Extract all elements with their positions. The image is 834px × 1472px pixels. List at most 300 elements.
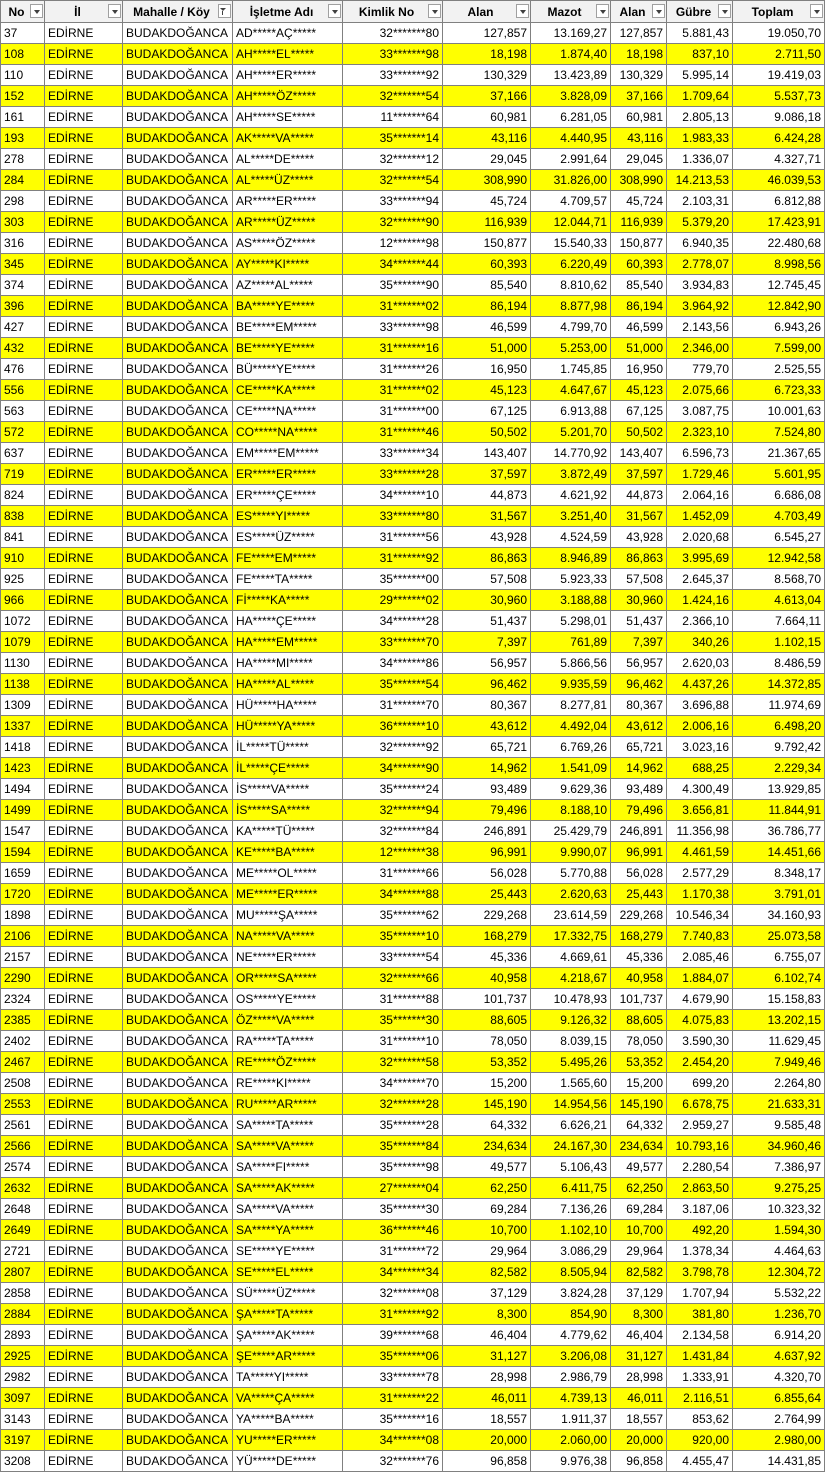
table-cell[interactable]: 5.201,70 — [531, 422, 611, 443]
table-cell[interactable]: OS*****YE***** — [233, 989, 343, 1010]
table-cell[interactable]: BUDAKDOĞANCA — [123, 842, 233, 863]
table-cell[interactable]: 65,721 — [611, 737, 667, 758]
table-cell[interactable]: 168,279 — [611, 926, 667, 947]
table-cell[interactable]: 35*******84 — [343, 1136, 443, 1157]
table-cell[interactable]: 35*******90 — [343, 275, 443, 296]
table-cell[interactable]: 432 — [1, 338, 45, 359]
filter-active-icon[interactable] — [218, 4, 231, 18]
table-cell[interactable]: 5.298,01 — [531, 611, 611, 632]
table-cell[interactable]: 2402 — [1, 1031, 45, 1052]
table-cell[interactable]: 5.601,95 — [733, 464, 825, 485]
table-cell[interactable]: EDİRNE — [45, 380, 123, 401]
table-cell[interactable]: 854,90 — [531, 1304, 611, 1325]
table-cell[interactable]: BUDAKDOĞANCA — [123, 464, 233, 485]
table-cell[interactable]: 31,127 — [611, 1346, 667, 1367]
table-cell[interactable]: EDİRNE — [45, 1052, 123, 1073]
table-cell[interactable]: 32*******84 — [343, 821, 443, 842]
table-cell[interactable]: EDİRNE — [45, 674, 123, 695]
table-cell[interactable]: BUDAKDOĞANCA — [123, 632, 233, 653]
table-cell[interactable]: 96,991 — [443, 842, 531, 863]
table-cell[interactable]: 4.799,70 — [531, 317, 611, 338]
table-cell[interactable]: 14.451,66 — [733, 842, 825, 863]
table-cell[interactable]: 699,20 — [667, 1073, 733, 1094]
table-cell[interactable]: 3.798,78 — [667, 1262, 733, 1283]
table-cell[interactable]: EDİRNE — [45, 758, 123, 779]
table-cell[interactable]: AR*****ER***** — [233, 191, 343, 212]
table-cell[interactable]: EDİRNE — [45, 1178, 123, 1199]
table-cell[interactable]: 17.332,75 — [531, 926, 611, 947]
table-cell[interactable]: 130,329 — [443, 65, 531, 86]
table-cell[interactable]: 1.884,07 — [667, 968, 733, 989]
table-cell[interactable]: 51,437 — [611, 611, 667, 632]
table-cell[interactable]: 46,599 — [443, 317, 531, 338]
table-cell[interactable]: 116,939 — [611, 212, 667, 233]
table-cell[interactable]: 79,496 — [443, 800, 531, 821]
table-cell[interactable]: 15,200 — [611, 1073, 667, 1094]
table-cell[interactable]: 1309 — [1, 695, 45, 716]
table-cell[interactable]: BUDAKDOĞANCA — [123, 548, 233, 569]
table-cell[interactable]: 32*******94 — [343, 800, 443, 821]
table-cell[interactable]: 1.378,34 — [667, 1241, 733, 1262]
table-cell[interactable]: 2.991,64 — [531, 149, 611, 170]
table-cell[interactable]: EDİRNE — [45, 653, 123, 674]
table-cell[interactable]: 25,443 — [611, 884, 667, 905]
table-cell[interactable]: 31,567 — [611, 506, 667, 527]
table-cell[interactable]: 2574 — [1, 1157, 45, 1178]
table-cell[interactable]: 2649 — [1, 1220, 45, 1241]
table-cell[interactable]: 45,336 — [443, 947, 531, 968]
table-cell[interactable]: 2467 — [1, 1052, 45, 1073]
table-cell[interactable]: BUDAKDOĞANCA — [123, 275, 233, 296]
table-cell[interactable]: 96,858 — [611, 1451, 667, 1472]
table-cell[interactable]: 4.703,49 — [733, 506, 825, 527]
table-cell[interactable]: EDİRNE — [45, 1073, 123, 1094]
dropdown-arrow-icon[interactable] — [328, 4, 341, 18]
table-cell[interactable]: 1423 — [1, 758, 45, 779]
table-cell[interactable]: 4.075,83 — [667, 1010, 733, 1031]
table-cell[interactable]: 101,737 — [443, 989, 531, 1010]
table-cell[interactable]: 3.206,08 — [531, 1346, 611, 1367]
table-cell[interactable]: 3.828,09 — [531, 86, 611, 107]
table-cell[interactable]: 96,462 — [611, 674, 667, 695]
table-cell[interactable]: 60,981 — [611, 107, 667, 128]
table-cell[interactable]: EDİRNE — [45, 191, 123, 212]
table-cell[interactable]: BUDAKDOĞANCA — [123, 296, 233, 317]
table-cell[interactable]: EDİRNE — [45, 1325, 123, 1346]
table-cell[interactable]: 50,502 — [611, 422, 667, 443]
table-cell[interactable]: 31*******16 — [343, 338, 443, 359]
table-cell[interactable]: 345 — [1, 254, 45, 275]
table-cell[interactable]: 5.866,56 — [531, 653, 611, 674]
table-cell[interactable]: 46,599 — [611, 317, 667, 338]
table-cell[interactable]: EDİRNE — [45, 569, 123, 590]
table-cell[interactable]: 31*******10 — [343, 1031, 443, 1052]
table-cell[interactable]: 1.707,94 — [667, 1283, 733, 1304]
table-cell[interactable]: EDİRNE — [45, 128, 123, 149]
table-cell[interactable]: BUDAKDOĞANCA — [123, 758, 233, 779]
table-cell[interactable]: 13.423,89 — [531, 65, 611, 86]
table-cell[interactable]: 2.863,50 — [667, 1178, 733, 1199]
table-cell[interactable]: 32*******28 — [343, 1094, 443, 1115]
table-cell[interactable]: 12.044,71 — [531, 212, 611, 233]
table-cell[interactable]: BUDAKDOĞANCA — [123, 527, 233, 548]
table-cell[interactable]: 14.213,53 — [667, 170, 733, 191]
table-cell[interactable]: 316 — [1, 233, 45, 254]
table-cell[interactable]: 34*******28 — [343, 611, 443, 632]
table-cell[interactable]: 53,352 — [611, 1052, 667, 1073]
table-cell[interactable]: 143,407 — [611, 443, 667, 464]
table-cell[interactable]: 761,89 — [531, 632, 611, 653]
table-cell[interactable]: CE*****NA***** — [233, 401, 343, 422]
table-cell[interactable]: EDİRNE — [45, 1388, 123, 1409]
table-cell[interactable]: AS*****ÖZ***** — [233, 233, 343, 254]
table-cell[interactable]: 5.770,88 — [531, 863, 611, 884]
table-cell[interactable]: 127,857 — [611, 23, 667, 44]
table-cell[interactable]: 24.167,30 — [531, 1136, 611, 1157]
table-cell[interactable]: BUDAKDOĞANCA — [123, 1094, 233, 1115]
table-cell[interactable]: 45,336 — [611, 947, 667, 968]
table-cell[interactable]: 32*******12 — [343, 149, 443, 170]
table-cell[interactable]: 6.102,74 — [733, 968, 825, 989]
table-cell[interactable]: 8.486,59 — [733, 653, 825, 674]
table-cell[interactable]: BE*****EM***** — [233, 317, 343, 338]
table-cell[interactable]: 35*******30 — [343, 1199, 443, 1220]
table-cell[interactable]: 108 — [1, 44, 45, 65]
table-cell[interactable]: 45,724 — [443, 191, 531, 212]
table-cell[interactable]: ES*****YI***** — [233, 506, 343, 527]
table-cell[interactable]: 3.251,40 — [531, 506, 611, 527]
table-cell[interactable]: 34*******34 — [343, 1262, 443, 1283]
table-cell[interactable]: 563 — [1, 401, 45, 422]
table-cell[interactable]: 18,557 — [443, 1409, 531, 1430]
table-cell[interactable]: EDİRNE — [45, 1430, 123, 1451]
table-cell[interactable]: BUDAKDOĞANCA — [123, 338, 233, 359]
table-cell[interactable]: EDİRNE — [45, 44, 123, 65]
table-cell[interactable]: 8.877,98 — [531, 296, 611, 317]
table-cell[interactable]: 4.679,90 — [667, 989, 733, 1010]
table-cell[interactable]: 2.075,66 — [667, 380, 733, 401]
table-cell[interactable]: 8.568,70 — [733, 569, 825, 590]
table-cell[interactable]: 17.423,91 — [733, 212, 825, 233]
table-cell[interactable]: 9.126,32 — [531, 1010, 611, 1031]
table-cell[interactable]: EDİRNE — [45, 422, 123, 443]
table-cell[interactable]: 31,567 — [443, 506, 531, 527]
table-cell[interactable]: 10.001,63 — [733, 401, 825, 422]
table-cell[interactable]: BUDAKDOĞANCA — [123, 359, 233, 380]
table-cell[interactable]: RE*****ÖZ***** — [233, 1052, 343, 1073]
table-cell[interactable]: EDİRNE — [45, 1220, 123, 1241]
table-cell[interactable]: 51,000 — [443, 338, 531, 359]
table-cell[interactable]: 8.188,10 — [531, 800, 611, 821]
table-cell[interactable]: 32*******54 — [343, 170, 443, 191]
table-cell[interactable]: 8.348,17 — [733, 863, 825, 884]
table-cell[interactable]: ME*****ER***** — [233, 884, 343, 905]
table-cell[interactable]: BUDAKDOĞANCA — [123, 65, 233, 86]
table-cell[interactable]: 3.187,06 — [667, 1199, 733, 1220]
table-cell[interactable]: EDİRNE — [45, 737, 123, 758]
table-cell[interactable]: 33*******70 — [343, 632, 443, 653]
table-cell[interactable]: 3197 — [1, 1430, 45, 1451]
table-cell[interactable]: 22.480,68 — [733, 233, 825, 254]
table-cell[interactable]: 7.740,83 — [667, 926, 733, 947]
table-cell[interactable]: SA*****VA***** — [233, 1199, 343, 1220]
table-cell[interactable]: 13.202,15 — [733, 1010, 825, 1031]
table-cell[interactable]: AR*****ÜZ***** — [233, 212, 343, 233]
table-cell[interactable]: 5.537,73 — [733, 86, 825, 107]
table-cell[interactable]: HA*****MI***** — [233, 653, 343, 674]
table-cell[interactable]: 2324 — [1, 989, 45, 1010]
table-cell[interactable]: 80,367 — [443, 695, 531, 716]
table-cell[interactable]: BUDAKDOĞANCA — [123, 149, 233, 170]
table-cell[interactable]: 4.327,71 — [733, 149, 825, 170]
table-cell[interactable]: 12.304,72 — [733, 1262, 825, 1283]
table-cell[interactable]: EDİRNE — [45, 926, 123, 947]
table-cell[interactable]: KA*****TÜ***** — [233, 821, 343, 842]
table-cell[interactable]: 9.976,38 — [531, 1451, 611, 1472]
table-cell[interactable]: 234,634 — [443, 1136, 531, 1157]
table-cell[interactable]: 130,329 — [611, 65, 667, 86]
table-cell[interactable]: 37,597 — [443, 464, 531, 485]
table-cell[interactable]: 4.218,67 — [531, 968, 611, 989]
table-cell[interactable]: 2.020,68 — [667, 527, 733, 548]
table-cell[interactable]: BUDAKDOĞANCA — [123, 506, 233, 527]
table-cell[interactable]: 86,863 — [611, 548, 667, 569]
table-cell[interactable]: 27*******04 — [343, 1178, 443, 1199]
table-cell[interactable]: 35*******16 — [343, 1409, 443, 1430]
table-cell[interactable]: 34*******90 — [343, 758, 443, 779]
table-cell[interactable]: 34.960,46 — [733, 1136, 825, 1157]
table-cell[interactable]: 40,958 — [611, 968, 667, 989]
table-cell[interactable]: 303 — [1, 212, 45, 233]
table-cell[interactable]: EDİRNE — [45, 1367, 123, 1388]
table-cell[interactable]: 2.064,16 — [667, 485, 733, 506]
table-cell[interactable]: 2.454,20 — [667, 1052, 733, 1073]
table-cell[interactable]: 11.629,45 — [733, 1031, 825, 1052]
table-cell[interactable]: BUDAKDOĞANCA — [123, 674, 233, 695]
table-cell[interactable]: 31*******92 — [343, 548, 443, 569]
table-cell[interactable]: EDİRNE — [45, 821, 123, 842]
table-cell[interactable]: 2.134,58 — [667, 1325, 733, 1346]
table-cell[interactable]: 60,393 — [443, 254, 531, 275]
table-cell[interactable]: 2.525,55 — [733, 359, 825, 380]
table-cell[interactable]: 33*******98 — [343, 317, 443, 338]
table-cell[interactable]: EDİRNE — [45, 1094, 123, 1115]
table-cell[interactable]: AD*****AÇ***** — [233, 23, 343, 44]
table-cell[interactable]: EDİRNE — [45, 863, 123, 884]
table-cell[interactable]: EDİRNE — [45, 1409, 123, 1430]
table-cell[interactable]: 3.023,16 — [667, 737, 733, 758]
table-cell[interactable]: 9.275,25 — [733, 1178, 825, 1199]
table-cell[interactable]: 16,950 — [611, 359, 667, 380]
table-cell[interactable]: 841 — [1, 527, 45, 548]
table-cell[interactable]: OR*****SA***** — [233, 968, 343, 989]
table-cell[interactable]: 44,873 — [443, 485, 531, 506]
table-cell[interactable]: 69,284 — [443, 1199, 531, 1220]
table-cell[interactable]: 4.779,62 — [531, 1325, 611, 1346]
table-cell[interactable]: EDİRNE — [45, 1283, 123, 1304]
table-cell[interactable]: HA*****EM***** — [233, 632, 343, 653]
table-cell[interactable]: 18,198 — [611, 44, 667, 65]
table-cell[interactable]: 1.102,15 — [733, 632, 825, 653]
table-cell[interactable]: 1547 — [1, 821, 45, 842]
table-cell[interactable]: AK*****VA***** — [233, 128, 343, 149]
table-cell[interactable]: 3.188,88 — [531, 590, 611, 611]
table-cell[interactable]: BUDAKDOĞANCA — [123, 1220, 233, 1241]
table-cell[interactable]: 4.709,57 — [531, 191, 611, 212]
dropdown-arrow-icon[interactable] — [718, 4, 731, 18]
table-cell[interactable]: AY*****KI***** — [233, 254, 343, 275]
table-cell[interactable]: 2.264,80 — [733, 1073, 825, 1094]
table-cell[interactable]: 2.085,46 — [667, 947, 733, 968]
table-cell[interactable]: 14.954,56 — [531, 1094, 611, 1115]
table-cell[interactable]: 3.995,69 — [667, 548, 733, 569]
table-cell[interactable]: 50,502 — [443, 422, 531, 443]
table-cell[interactable]: VA*****ÇA***** — [233, 1388, 343, 1409]
table-cell[interactable]: BUDAKDOĞANCA — [123, 821, 233, 842]
table-cell[interactable]: 34*******88 — [343, 884, 443, 905]
table-cell[interactable]: EDİRNE — [45, 443, 123, 464]
table-cell[interactable]: 4.613,04 — [733, 590, 825, 611]
table-cell[interactable]: 15.540,33 — [531, 233, 611, 254]
table-cell[interactable]: EDİRNE — [45, 485, 123, 506]
table-cell[interactable]: 35*******54 — [343, 674, 443, 695]
table-cell[interactable]: 910 — [1, 548, 45, 569]
table-cell[interactable]: 86,863 — [443, 548, 531, 569]
table-cell[interactable]: 5.495,26 — [531, 1052, 611, 1073]
table-cell[interactable]: 8.810,62 — [531, 275, 611, 296]
table-cell[interactable]: 9.629,36 — [531, 779, 611, 800]
table-cell[interactable]: 2.764,99 — [733, 1409, 825, 1430]
table-cell[interactable]: ŞA*****TA***** — [233, 1304, 343, 1325]
table-cell[interactable]: 278 — [1, 149, 45, 170]
table-cell[interactable]: CO*****NA***** — [233, 422, 343, 443]
table-cell[interactable]: 19.419,03 — [733, 65, 825, 86]
table-cell[interactable]: 127,857 — [443, 23, 531, 44]
table-cell[interactable]: 8,300 — [611, 1304, 667, 1325]
table-cell[interactable]: 62,250 — [611, 1178, 667, 1199]
table-cell[interactable]: 53,352 — [443, 1052, 531, 1073]
table-cell[interactable]: 23.614,59 — [531, 905, 611, 926]
table-cell[interactable]: 12.842,90 — [733, 296, 825, 317]
table-cell[interactable]: 1079 — [1, 632, 45, 653]
table-cell[interactable]: SA*****TA***** — [233, 1115, 343, 1136]
table-cell[interactable]: 4.461,59 — [667, 842, 733, 863]
table-cell[interactable]: 2.980,00 — [733, 1430, 825, 1451]
table-cell[interactable]: 6.545,27 — [733, 527, 825, 548]
table-cell[interactable]: 688,25 — [667, 758, 733, 779]
table-cell[interactable]: 29,045 — [611, 149, 667, 170]
table-cell[interactable]: 51,437 — [443, 611, 531, 632]
table-cell[interactable]: BUDAKDOĞANCA — [123, 989, 233, 1010]
table-cell[interactable]: 572 — [1, 422, 45, 443]
table-cell[interactable]: EDİRNE — [45, 611, 123, 632]
table-cell[interactable]: 3.964,92 — [667, 296, 733, 317]
table-cell[interactable]: 32*******80 — [343, 23, 443, 44]
table-cell[interactable]: 2290 — [1, 968, 45, 989]
table-cell[interactable]: 2721 — [1, 1241, 45, 1262]
table-cell[interactable]: 31*******92 — [343, 1304, 443, 1325]
table-cell[interactable]: 2.103,31 — [667, 191, 733, 212]
table-cell[interactable]: 7.599,00 — [733, 338, 825, 359]
table-cell[interactable]: ÖZ*****VA***** — [233, 1010, 343, 1031]
table-cell[interactable]: 12*******98 — [343, 233, 443, 254]
table-cell[interactable]: Fİ*****KA***** — [233, 590, 343, 611]
table-cell[interactable]: 10.478,93 — [531, 989, 611, 1010]
table-cell[interactable]: EM*****EM***** — [233, 443, 343, 464]
table-cell[interactable]: 33*******28 — [343, 464, 443, 485]
table-cell[interactable]: 10,700 — [443, 1220, 531, 1241]
table-cell[interactable]: 67,125 — [611, 401, 667, 422]
table-cell[interactable]: BUDAKDOĞANCA — [123, 1031, 233, 1052]
table-cell[interactable]: 4.455,47 — [667, 1451, 733, 1472]
table-cell[interactable]: BUDAKDOĞANCA — [123, 1052, 233, 1073]
table-cell[interactable]: 33*******92 — [343, 65, 443, 86]
table-cell[interactable]: 32*******58 — [343, 1052, 443, 1073]
table-cell[interactable]: BUDAKDOĞANCA — [123, 317, 233, 338]
table-cell[interactable]: 31*******26 — [343, 359, 443, 380]
table-cell[interactable]: 37,166 — [443, 86, 531, 107]
table-cell[interactable]: 2.959,27 — [667, 1115, 733, 1136]
table-cell[interactable]: 308,990 — [611, 170, 667, 191]
table-cell[interactable]: 3.590,30 — [667, 1031, 733, 1052]
table-cell[interactable]: 35*******00 — [343, 569, 443, 590]
table-cell[interactable]: İL*****TÜ***** — [233, 737, 343, 758]
table-cell[interactable]: BUDAKDOĞANCA — [123, 1325, 233, 1346]
table-cell[interactable]: 44,873 — [611, 485, 667, 506]
table-cell[interactable]: 6.498,20 — [733, 716, 825, 737]
table-cell[interactable]: BUDAKDOĞANCA — [123, 1178, 233, 1199]
table-cell[interactable]: 2.620,03 — [667, 653, 733, 674]
table-cell[interactable]: 10.323,32 — [733, 1199, 825, 1220]
table-cell[interactable]: 37,166 — [611, 86, 667, 107]
table-cell[interactable]: BUDAKDOĞANCA — [123, 1409, 233, 1430]
table-cell[interactable]: 34*******10 — [343, 485, 443, 506]
table-cell[interactable]: 1.541,09 — [531, 758, 611, 779]
table-cell[interactable]: BUDAKDOĞANCA — [123, 422, 233, 443]
table-cell[interactable]: 34*******08 — [343, 1430, 443, 1451]
table-cell[interactable]: 11*******64 — [343, 107, 443, 128]
table-cell[interactable]: 2.577,29 — [667, 863, 733, 884]
table-cell[interactable]: 8.277,81 — [531, 695, 611, 716]
table-cell[interactable]: EDİRNE — [45, 1346, 123, 1367]
table-cell[interactable]: 32*******92 — [343, 737, 443, 758]
table-cell[interactable]: 88,605 — [443, 1010, 531, 1031]
table-cell[interactable]: 33*******94 — [343, 191, 443, 212]
table-cell[interactable]: 35*******28 — [343, 1115, 443, 1136]
table-cell[interactable]: BUDAKDOĞANCA — [123, 1367, 233, 1388]
table-cell[interactable]: 8.998,56 — [733, 254, 825, 275]
table-cell[interactable]: 51,000 — [611, 338, 667, 359]
table-cell[interactable]: 7.949,46 — [733, 1052, 825, 1073]
table-cell[interactable]: 57,508 — [443, 569, 531, 590]
table-cell[interactable]: 56,028 — [611, 863, 667, 884]
table-cell[interactable]: BUDAKDOĞANCA — [123, 233, 233, 254]
table-cell[interactable]: 86,194 — [443, 296, 531, 317]
table-cell[interactable]: 3.824,28 — [531, 1283, 611, 1304]
table-cell[interactable]: EDİRNE — [45, 527, 123, 548]
table-cell[interactable]: 2106 — [1, 926, 45, 947]
table-cell[interactable]: 28,998 — [611, 1367, 667, 1388]
table-cell[interactable]: ER*****ÇE***** — [233, 485, 343, 506]
table-cell[interactable]: BUDAKDOĞANCA — [123, 128, 233, 149]
table-cell[interactable]: 11.974,69 — [733, 695, 825, 716]
table-cell[interactable]: 49,577 — [611, 1157, 667, 1178]
table-cell[interactable]: 150,877 — [611, 233, 667, 254]
table-cell[interactable]: 2.006,16 — [667, 716, 733, 737]
table-cell[interactable]: 3.696,88 — [667, 695, 733, 716]
table-cell[interactable]: 4.300,49 — [667, 779, 733, 800]
table-cell[interactable]: 1.336,07 — [667, 149, 733, 170]
